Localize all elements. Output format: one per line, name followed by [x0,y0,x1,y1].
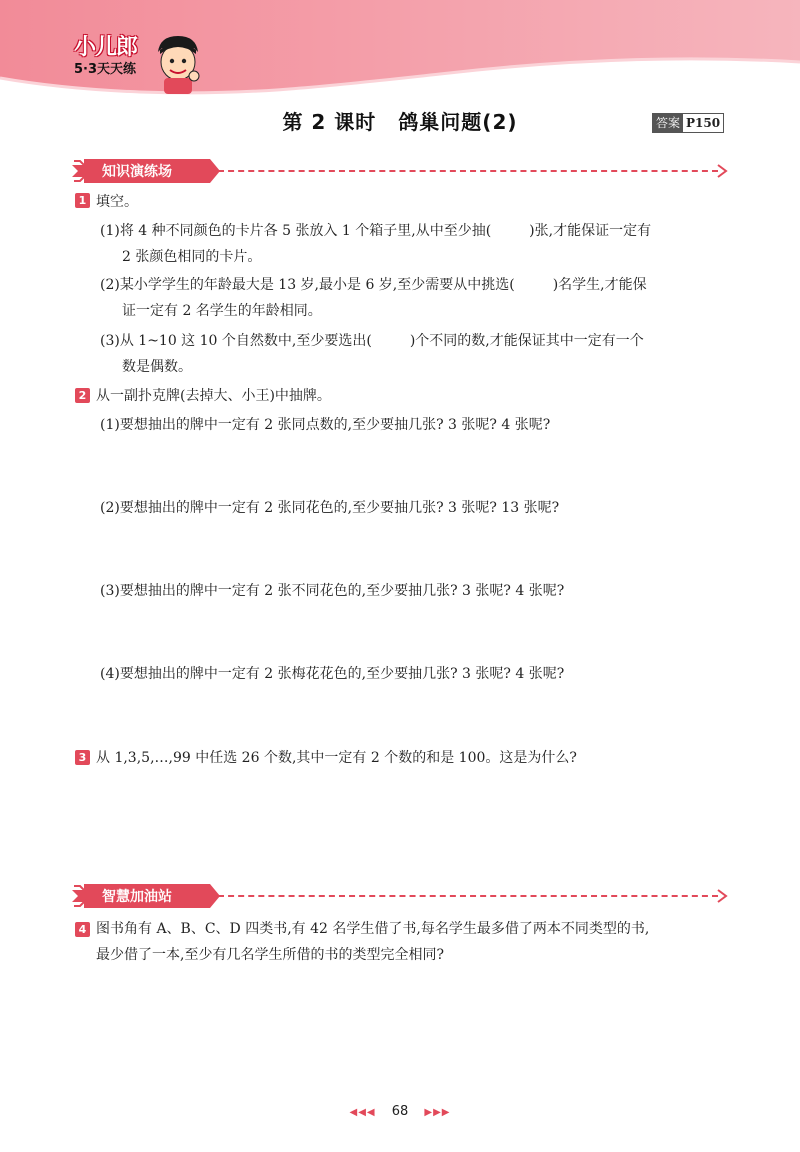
q1-part2-text-b: )名学生,才能保 [552,277,647,293]
question-number-1: 1 [75,193,90,208]
section-bar-challenge [70,884,730,908]
arrow-right-icon [716,163,730,179]
logo-name: 小儿郎 [74,35,138,60]
answer-tag: 答案 [653,114,683,132]
question-2-part-3: (3)要想抽出的牌中一定有 2 张不同花色的,至少要抽几张? 3 张呢? 4 张呢? [100,583,565,599]
question-number-4: 4 [75,922,90,937]
question-1-part-1-line-2: 2 张颜色相同的卡片。 [122,249,262,265]
answer-page: P150 [686,116,721,130]
q1-part3-text-b: )个不同的数,才能保证其中一定有一个 [409,333,644,349]
question-2-part-4: (4)要想抽出的牌中一定有 2 张梅花花色的,至少要抽几张? 3 张呢? 4 张呢? [100,666,565,682]
section-divider [218,170,718,172]
arrow-right-icon [716,888,730,904]
brand-logo [62,30,202,100]
page-number: 68 [391,1104,409,1119]
lesson-topic: 鸽巢问题(2) [398,110,518,134]
q1-part2-text-a: (2)某小学学生的年龄最大是 13 岁,最小是 6 岁,至少需要从中挑选( [100,277,515,293]
section-divider [218,895,718,897]
answer-reference [652,113,724,133]
lesson-number: 第 2 课时 [282,110,377,134]
question-1-part-3-line-2: 数是偶数。 [122,359,192,375]
section-title-practice: 知识演练场 [102,164,172,180]
question-number-3: 3 [75,750,90,765]
mascot-icon [150,32,205,94]
question-1-part-2-line-2: 证一定有 2 名学生的年龄相同。 [122,303,322,319]
footer-right-arrows-icon: ▶▶▶ [424,1107,451,1118]
section-bar-practice [70,159,730,183]
page-footer [0,1104,800,1119]
question-1-part-2-line-1 [100,274,647,294]
question-1-part-1-line-1 [100,220,651,240]
question-4-line-1: 图书角有 A、B、C、D 四类书,有 42 名学生借了书,每名学生最多借了两本不同类型的书, [96,921,650,937]
q1-part1-text-b: )张,才能保证一定有 [529,223,652,239]
question-number-2: 2 [75,388,90,403]
question-4-line-2: 最少借了一本,至少有几名学生所借的书的类型完全相同? [96,947,444,963]
question-2-part-1: (1)要想抽出的牌中一定有 2 张同点数的,至少要抽几张? 3 张呢? 4 张呢? [100,417,551,433]
section-title-challenge: 智慧加油站 [102,889,172,905]
question-2-part-2: (2)要想抽出的牌中一定有 2 张同花色的,至少要抽几张? 3 张呢? 13 张呢? [100,500,560,516]
question-2-title: 从一副扑克牌(去掉大、小王)中抽牌。 [96,388,331,404]
question-1-part-3-line-1 [100,330,644,350]
question-3-text: 从 1,3,5,…,99 中任选 26 个数,其中一定有 2 个数的和是 100。这是为什么? [96,750,577,766]
q1-part3-text-a: (3)从 1~10 这 10 个自然数中,至少要选出( [100,333,372,349]
question-1-title: 填空。 [96,194,138,210]
q1-part1-text-a: (1)将 4 种不同颜色的卡片各 5 张放入 1 个箱子里,从中至少抽( [100,223,492,239]
footer-left-arrows-icon: ◀◀◀ [349,1107,376,1118]
logo-subtitle: 5·3天天练 [74,62,137,77]
